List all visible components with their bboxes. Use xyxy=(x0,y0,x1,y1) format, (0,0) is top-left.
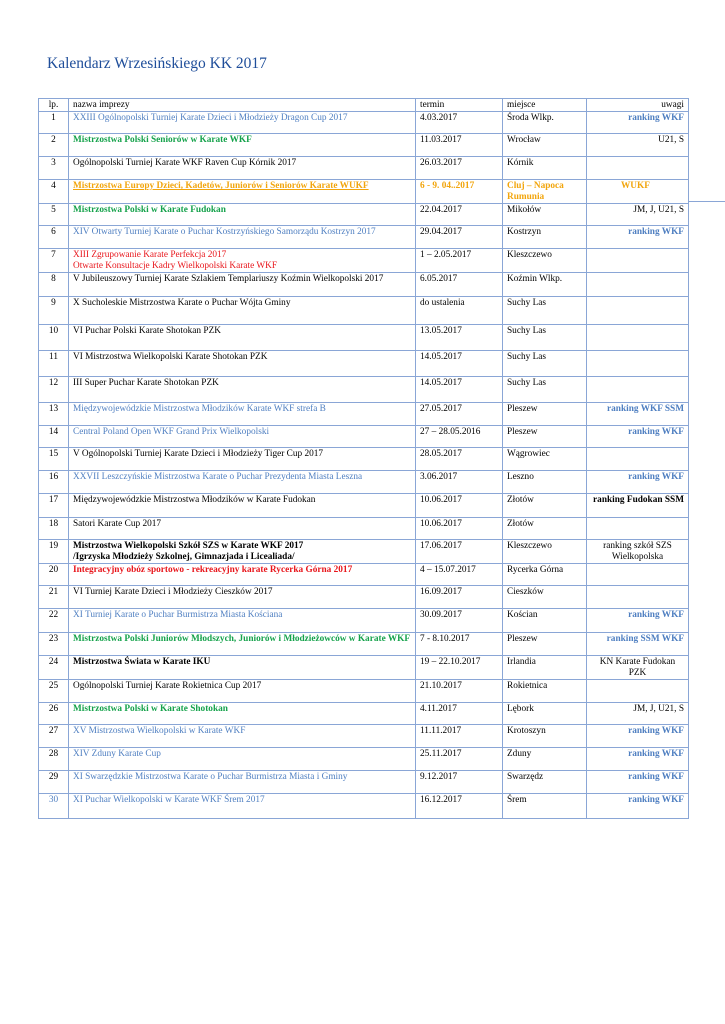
row-date: 14.05.2017 xyxy=(416,351,503,377)
row-place: Wągrowiec xyxy=(503,448,587,471)
row-lp: 27 xyxy=(39,725,69,748)
row-place: Kostrzyn xyxy=(503,226,587,249)
row-place: Kościan xyxy=(503,609,587,633)
row-name: Mistrzostwa Polski w Karate Shotokan xyxy=(69,703,416,725)
table-row xyxy=(39,204,689,226)
table-row xyxy=(39,134,689,157)
calendar-table xyxy=(38,98,689,819)
row-notes xyxy=(587,325,689,351)
row-date: 9.12.2017 xyxy=(416,771,503,794)
table-row xyxy=(39,426,689,448)
table-header-row xyxy=(39,99,689,112)
row-lp: 29 xyxy=(39,771,69,794)
row-name: XV Mistrzostwa Wielkopolski w Karate WKF xyxy=(69,725,416,748)
row-place: Pleszew xyxy=(503,633,587,656)
row-notes: ranking WKF xyxy=(587,226,689,249)
row-date: 4.03.2017 xyxy=(416,112,503,134)
row-notes xyxy=(587,297,689,325)
row-notes: ranking WKF xyxy=(587,112,689,134)
row-notes xyxy=(587,157,689,180)
table-row xyxy=(39,794,689,819)
row-lp: 11 xyxy=(39,351,69,377)
row-date: 26.03.2017 xyxy=(416,157,503,180)
header-date: termin xyxy=(416,99,503,112)
row-name-line2: Otwarte Konsultacje Kadry Wielkopolski Karate WKF xyxy=(73,261,278,271)
row-place: Leszno xyxy=(503,471,587,494)
row-date: 22.04.2017 xyxy=(416,204,503,226)
row-name: X Sucholeskie Mistrzostwa Karate o Puchar Wójta Gminy xyxy=(69,297,416,325)
row-lp: 23 xyxy=(39,633,69,656)
row-date: 13.05.2017 xyxy=(416,325,503,351)
table-row xyxy=(39,180,689,204)
row-lp: 16 xyxy=(39,471,69,494)
row-date: 11.03.2017 xyxy=(416,134,503,157)
row-lp: 24 xyxy=(39,656,69,680)
row-notes: KN Karate Fudokan PZK xyxy=(587,656,689,680)
row-notes xyxy=(587,377,689,403)
row-notes: U21, S xyxy=(587,134,689,157)
row-name xyxy=(69,540,416,564)
row-name: Integracyjny obóz sportowo - rekreacyjny karate Rycerka Górna 2017 xyxy=(69,564,416,586)
row-name-line1: XIII Zgrupowanie Karate Perfekcja 2017 xyxy=(73,250,227,260)
table-row xyxy=(39,403,689,426)
table-row xyxy=(39,448,689,471)
row-lp: 8 xyxy=(39,273,69,297)
row-lp: 26 xyxy=(39,703,69,725)
table-row xyxy=(39,112,689,134)
row-date: 29.04.2017 xyxy=(416,226,503,249)
row-name: V Jubileuszowy Turniej Karate Szlakiem Templariuszy Koźmin Wielkopolski 2017 xyxy=(69,273,416,297)
header-place: miejsce xyxy=(503,99,587,112)
row-name xyxy=(69,249,416,273)
row-date: 11.11.2017 xyxy=(416,725,503,748)
row-notes: ranking WKF xyxy=(587,771,689,794)
row-name: Mistrzostwa Polski w Karate Fudokan xyxy=(69,204,416,226)
row-name: XI Turniej Karate o Puchar Burmistrza Miasta Kościana xyxy=(69,609,416,633)
row-place: Kórnik xyxy=(503,157,587,180)
row-date: 21.10.2017 xyxy=(416,680,503,703)
row-name: Mistrzostwa Świata w Karate IKU xyxy=(69,656,416,680)
row-date: 4.11.2017 xyxy=(416,703,503,725)
row-name: Międzywojewódzkie Mistrzostwa Młodzików Karate WKF strefa B xyxy=(69,403,416,426)
table-row xyxy=(39,471,689,494)
row-lp: 20 xyxy=(39,564,69,586)
row-name: VI Puchar Polski Karate Shotokan PZK xyxy=(69,325,416,351)
table-row xyxy=(39,351,689,377)
row-notes: WUKF xyxy=(587,180,689,204)
row-date: 14.05.2017 xyxy=(416,377,503,403)
row-place: Rokietnica xyxy=(503,680,587,703)
row-lp: 10 xyxy=(39,325,69,351)
row-lp: 13 xyxy=(39,403,69,426)
table-row xyxy=(39,656,689,680)
row-notes xyxy=(587,586,689,609)
header-name: nazwa imprezy xyxy=(69,99,416,112)
row-place: Lębork xyxy=(503,703,587,725)
row-lp: 7 xyxy=(39,249,69,273)
row-date: 10.06.2017 xyxy=(416,494,503,518)
table-row xyxy=(39,564,689,586)
table-row xyxy=(39,771,689,794)
header-lp: lp. xyxy=(39,99,69,112)
row-notes: ranking WKF xyxy=(587,471,689,494)
row-notes: ranking WKF xyxy=(587,609,689,633)
row-name: VI Mistrzostwa Wielkopolski Karate Shotokan PZK xyxy=(69,351,416,377)
row-lp: 14 xyxy=(39,426,69,448)
row-name-line1: Mistrzostwa Wielkopolski Szkół SZS w Karate WKF 2017 xyxy=(73,541,304,551)
table-row xyxy=(39,703,689,725)
row-name: Międzywojewódzkie Mistrzostwa Młodzików w Karate Fudokan xyxy=(69,494,416,518)
row-place: Cluj – Napoca Rumunia xyxy=(503,180,587,204)
row-date: 25.11.2017 xyxy=(416,748,503,771)
row-name: Central Poland Open WKF Grand Prix Wielkopolski xyxy=(69,426,416,448)
row-name: XIV Otwarty Turniej Karate o Puchar Kostrzyńskiego Samorządu Kostrzyn 2017 xyxy=(69,226,416,249)
row-date: 6.05.2017 xyxy=(416,273,503,297)
row-notes: ranking SSM WKF xyxy=(587,633,689,656)
row-lp: 21 xyxy=(39,586,69,609)
row-date: 30.09.2017 xyxy=(416,609,503,633)
row-name: V Ogólnopolski Turniej Karate Dzieci i Młodzieży Tiger Cup 2017 xyxy=(69,448,416,471)
page-title: Kalendarz Wrzesińskiego KK 2017 xyxy=(47,55,267,72)
row-place: Krotoszyn xyxy=(503,725,587,748)
row-date: 27.05.2017 xyxy=(416,403,503,426)
row-date: 3.06.2017 xyxy=(416,471,503,494)
table-row xyxy=(39,540,689,564)
row-place: Suchy Las xyxy=(503,351,587,377)
table-row xyxy=(39,377,689,403)
table-row xyxy=(39,226,689,249)
row-place: Złotów xyxy=(503,518,587,540)
row-lp: 1 xyxy=(39,112,69,134)
row-place: Rycerka Górna xyxy=(503,564,587,586)
row-place: Suchy Las xyxy=(503,377,587,403)
row-place: Cieszków xyxy=(503,586,587,609)
row-lp: 17 xyxy=(39,494,69,518)
row-notes xyxy=(587,273,689,297)
row-notes xyxy=(587,351,689,377)
row-date: 19 – 22.10.2017 xyxy=(416,656,503,680)
row-place: Mikołów xyxy=(503,204,587,226)
row-lp: 6 xyxy=(39,226,69,249)
row-place: Kleszczewo xyxy=(503,249,587,273)
row-lp: 2 xyxy=(39,134,69,157)
row-notes: ranking Fudokan SSM xyxy=(587,494,689,518)
row-notes xyxy=(587,518,689,540)
row-date: 6 - 9. 04..2017 xyxy=(416,180,503,204)
row-lp: 4 xyxy=(39,180,69,204)
table-row xyxy=(39,586,689,609)
header-notes: uwagi xyxy=(587,99,689,112)
row-name: XI Swarzędzkie Mistrzostwa Karate o Puchar Burmistrza Miasta i Gminy xyxy=(69,771,416,794)
row-lp: 18 xyxy=(39,518,69,540)
row-lp: 12 xyxy=(39,377,69,403)
row-place: Śrem xyxy=(503,794,587,819)
row-name: VI Turniej Karate Dzieci i Młodzieży Cieszków 2017 xyxy=(69,586,416,609)
row-date: 16.12.2017 xyxy=(416,794,503,819)
row-lp: 9 xyxy=(39,297,69,325)
row-date: 16.09.2017 xyxy=(416,586,503,609)
row-lp: 5 xyxy=(39,204,69,226)
row-date: 4 – 15.07.2017 xyxy=(416,564,503,586)
row-lp: 28 xyxy=(39,748,69,771)
row-name: Satori Karate Cup 2017 xyxy=(69,518,416,540)
table-row xyxy=(39,273,689,297)
row-place: Suchy Las xyxy=(503,325,587,351)
table-row xyxy=(39,748,689,771)
table-row xyxy=(39,680,689,703)
row-name: Mistrzostwa Polski Juniorów Młodszych, Juniorów i Młodzieżowców w Karate WKF xyxy=(69,633,416,656)
row-date: 28.05.2017 xyxy=(416,448,503,471)
row-notes: ranking WKF xyxy=(587,794,689,819)
row-place: Pleszew xyxy=(503,426,587,448)
row-place: Swarzędz xyxy=(503,771,587,794)
row-date: do ustalenia xyxy=(416,297,503,325)
row-4-border-extension xyxy=(688,201,725,202)
row-name: Mistrzostwa Polski Seniorów w Karate WKF xyxy=(69,134,416,157)
table-row xyxy=(39,249,689,273)
row-name: XI Puchar Wielkopolski w Karate WKF Śrem 2017 xyxy=(69,794,416,819)
row-date: 27 – 28.05.2016 xyxy=(416,426,503,448)
row-place: Zduny xyxy=(503,748,587,771)
row-lp: 30 xyxy=(39,794,69,819)
row-notes: ranking WKF SSM xyxy=(587,403,689,426)
row-notes xyxy=(587,680,689,703)
row-date: 17.06.2017 xyxy=(416,540,503,564)
row-notes: JM, J, U21, S xyxy=(587,703,689,725)
row-lp: 22 xyxy=(39,609,69,633)
row-place: Wrocław xyxy=(503,134,587,157)
row-lp: 19 xyxy=(39,540,69,564)
row-lp: 3 xyxy=(39,157,69,180)
row-name: XXIII Ogólnopolski Turniej Karate Dzieci i Młodzieży Dragon Cup 2017 xyxy=(69,112,416,134)
row-lp: 15 xyxy=(39,448,69,471)
row-notes: ranking WKF xyxy=(587,426,689,448)
row-name: Ogólnopolski Turniej Karate WKF Raven Cup Kórnik 2017 xyxy=(69,157,416,180)
row-date: 1 – 2.05.2017 xyxy=(416,249,503,273)
row-date: 7 - 8.10.2017 xyxy=(416,633,503,656)
row-place: Złotów xyxy=(503,494,587,518)
table-row xyxy=(39,297,689,325)
row-date: 10.06.2017 xyxy=(416,518,503,540)
row-place: Środa Wlkp. xyxy=(503,112,587,134)
row-name: III Super Puchar Karate Shotokan PZK xyxy=(69,377,416,403)
row-notes: JM, J, U21, S xyxy=(587,204,689,226)
row-place: Koźmin Wlkp. xyxy=(503,273,587,297)
row-notes xyxy=(587,249,689,273)
row-place: Suchy Las xyxy=(503,297,587,325)
row-name: XXVII Leszczyńskie Mistrzostwa Karate o Puchar Prezydenta Miasta Leszna xyxy=(69,471,416,494)
row-notes: ranking WKF xyxy=(587,725,689,748)
row-place: Pleszew xyxy=(503,403,587,426)
table-row xyxy=(39,633,689,656)
table-row xyxy=(39,157,689,180)
row-notes: ranking szkół SZS Wielkopolska xyxy=(587,540,689,564)
row-lp: 25 xyxy=(39,680,69,703)
row-place: Kleszczewo xyxy=(503,540,587,564)
row-notes xyxy=(587,564,689,586)
row-name-line2: /Igrzyska Młodzieży Szkolnej, Gimnazjada i Licealiada/ xyxy=(73,552,295,562)
row-notes xyxy=(587,448,689,471)
table-row xyxy=(39,609,689,633)
table-row xyxy=(39,494,689,518)
row-place: Irlandia xyxy=(503,656,587,680)
row-name: Mistrzostwa Europy Dzieci, Kadetów, Juniorów i Seniorów Karate WUKF xyxy=(69,180,416,204)
table-row xyxy=(39,725,689,748)
table-row xyxy=(39,325,689,351)
row-name: Ogólnopolski Turniej Karate Rokietnica Cup 2017 xyxy=(69,680,416,703)
table-row xyxy=(39,518,689,540)
row-name: XIV Zduny Karate Cup xyxy=(69,748,416,771)
row-notes: ranking WKF xyxy=(587,748,689,771)
